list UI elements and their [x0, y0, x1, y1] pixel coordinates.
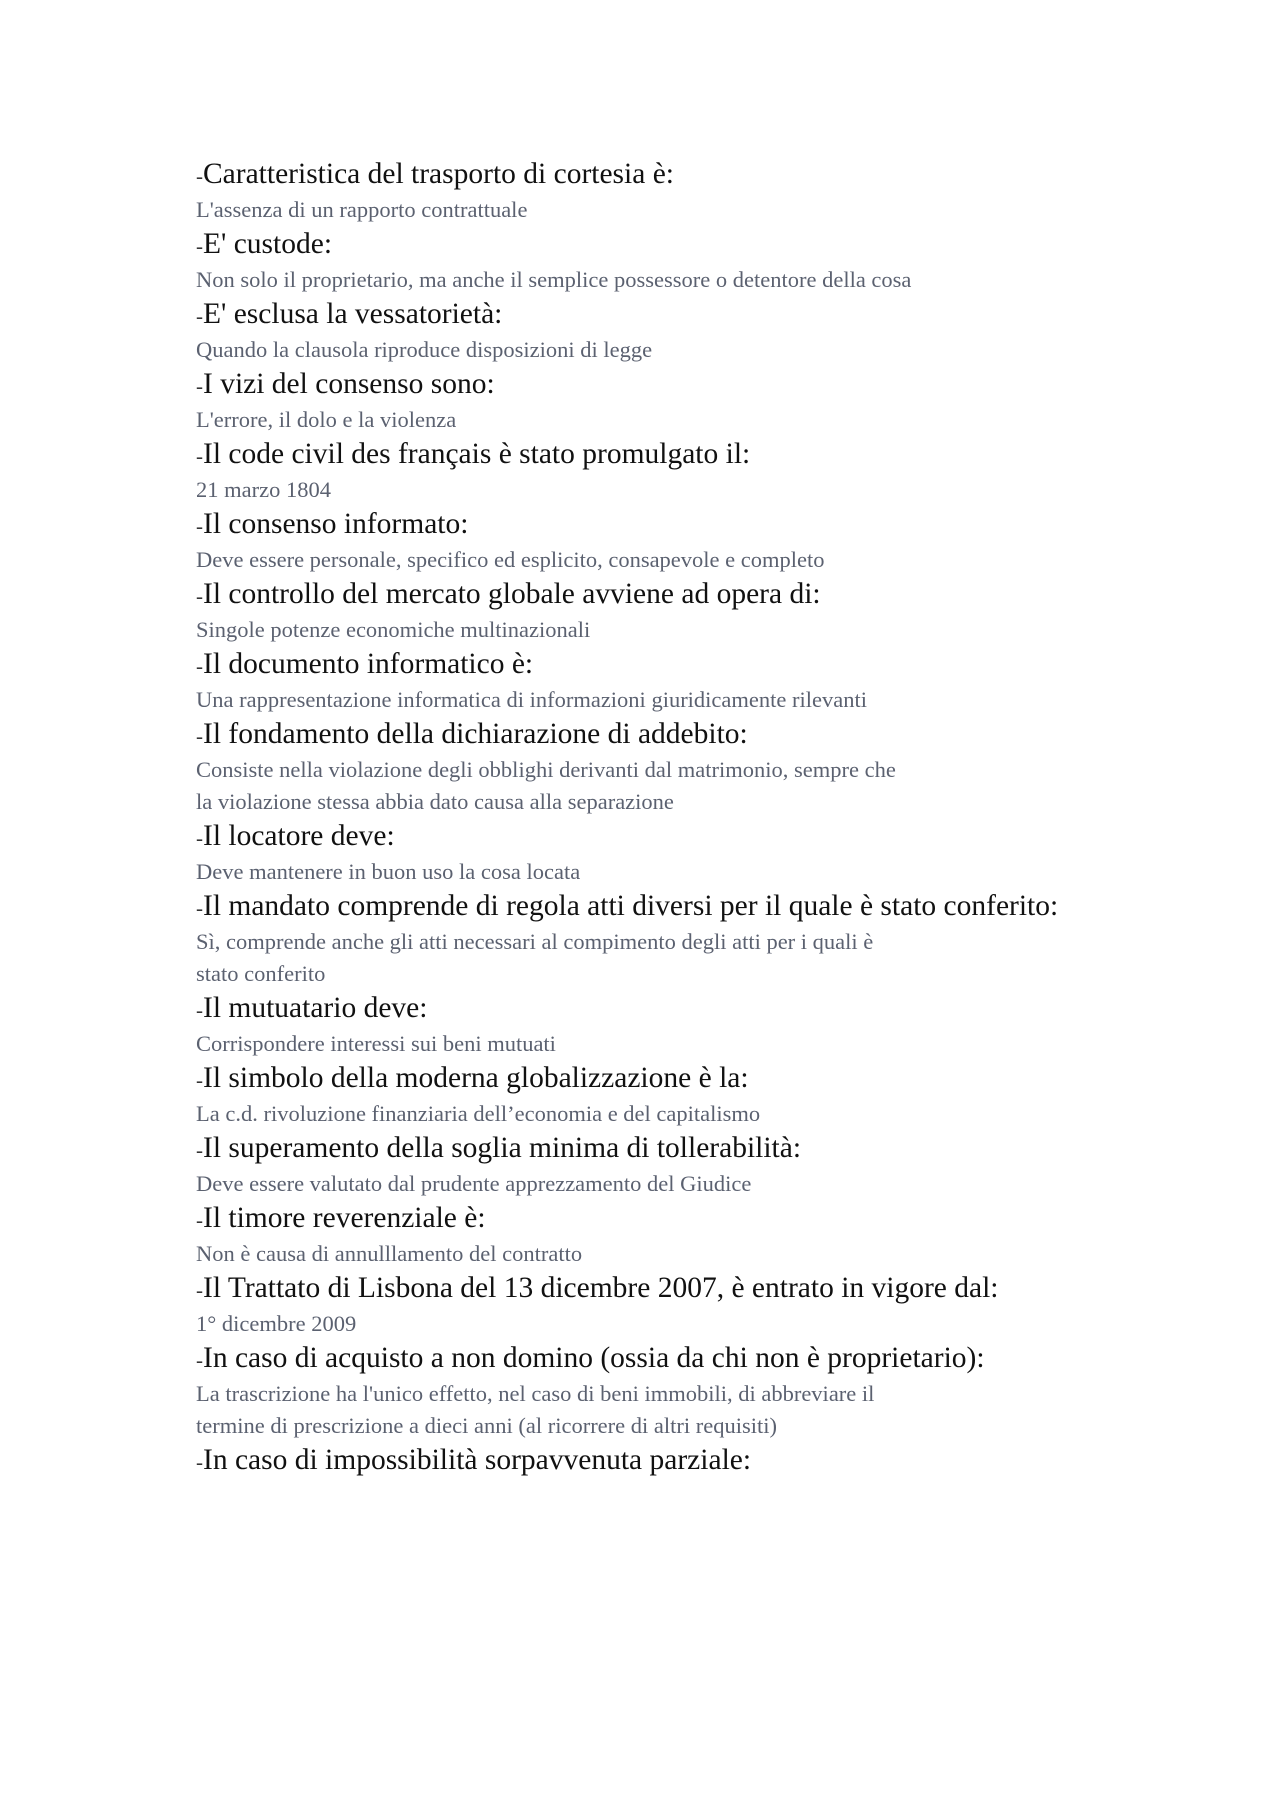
question-text — [196, 646, 1096, 684]
answer-line: termine di prescrizione a dieci anni (al ricorrere di altri requisiti) — [196, 1413, 777, 1438]
question-dash: - — [196, 896, 203, 920]
question-text — [196, 1060, 1096, 1098]
question-dash: - — [196, 1138, 203, 1162]
answer-line: Deve essere personale, specifico ed esplicito, consapevole e completo — [196, 547, 825, 572]
answer-line: L'assenza di un rapporto contrattuale — [196, 197, 528, 222]
question-dash: - — [196, 826, 203, 850]
question-label: Il simbolo della moderna globalizzazione è la: — [203, 1062, 749, 1094]
question-text — [196, 1442, 1096, 1480]
question-text — [196, 436, 1096, 474]
document-page — [196, 156, 1096, 1480]
question-label: Caratteristica del trasporto di cortesia è: — [203, 158, 674, 190]
question-dash: - — [196, 234, 203, 258]
question-text — [196, 226, 1096, 264]
answer-line: Non solo il proprietario, ma anche il semplice possessore o detentore della cosa — [196, 267, 912, 292]
question-label: Il mandato comprende di regola atti diversi per il quale è stato conferito: — [203, 890, 1059, 922]
qa-item — [196, 716, 1096, 818]
answer-line: Sì, comprende anche gli atti necessari al compimento degli atti per i quali è — [196, 929, 874, 954]
question-dash: - — [196, 1278, 203, 1302]
answer-line: La trascrizione ha l'unico effetto, nel caso di beni immobili, di abbreviare il — [196, 1381, 875, 1406]
question-label: Il documento informatico è: — [203, 648, 534, 680]
question-label: I vizi del consenso sono: — [203, 368, 495, 400]
qa-item — [196, 436, 1096, 506]
question-dash: - — [196, 1068, 203, 1092]
question-text — [196, 156, 1096, 194]
answer-line: Quando la clausola riproduce disposizioni di legge — [196, 337, 653, 362]
qa-item — [196, 1340, 1096, 1442]
question-text — [196, 990, 1096, 1028]
question-dash: - — [196, 584, 203, 608]
question-label: In caso di impossibilità sorpavvenuta parziale: — [203, 1444, 752, 1476]
question-dash: - — [196, 514, 203, 538]
question-label: Il controllo del mercato globale avviene ad opera di: — [203, 578, 821, 610]
qa-item — [196, 646, 1096, 716]
answer-line: Consiste nella violazione degli obblighi derivanti dal matrimonio, sempre che — [196, 757, 896, 782]
answer-line: Corrispondere interessi sui beni mutuati — [196, 1031, 556, 1056]
qa-item — [196, 1442, 1096, 1480]
qa-item — [196, 990, 1096, 1060]
answer-line: 1° dicembre 2009 — [196, 1311, 357, 1336]
qa-item — [196, 366, 1096, 436]
question-text — [196, 506, 1096, 544]
answer-line: Singole potenze economiche multinazionali — [196, 617, 591, 642]
qa-item — [196, 296, 1096, 366]
qa-item — [196, 888, 1096, 990]
question-label: Il timore reverenziale è: — [203, 1202, 486, 1234]
question-text — [196, 1340, 1096, 1378]
question-label: E' custode: — [203, 228, 333, 260]
answer-line: stato conferito — [196, 961, 326, 986]
question-text — [196, 818, 1096, 856]
question-text — [196, 366, 1096, 404]
question-dash: - — [196, 164, 203, 188]
question-dash: - — [196, 374, 203, 398]
question-dash: - — [196, 304, 203, 328]
answer-line: Deve mantenere in buon uso la cosa locata — [196, 859, 581, 884]
qa-item — [196, 156, 1096, 226]
answer-line: La c.d. rivoluzione finanziaria dell’economia e del capitalismo — [196, 1101, 761, 1126]
qa-item — [196, 1060, 1096, 1130]
question-label: Il code civil des français è stato promulgato il: — [203, 438, 751, 470]
qa-item — [196, 818, 1096, 888]
answer-line: Deve essere valutato dal prudente apprezzamento del Giudice — [196, 1171, 752, 1196]
question-label: Il consenso informato: — [203, 508, 469, 540]
question-text — [196, 1130, 1096, 1168]
answer-line: Una rappresentazione informatica di informazioni giuridicamente rilevanti — [196, 687, 867, 712]
question-label: Il locatore deve: — [203, 820, 395, 852]
question-text — [196, 1200, 1096, 1238]
question-label: E' esclusa la vessatorietà: — [203, 298, 503, 330]
qa-item — [196, 1270, 1096, 1340]
question-text — [196, 576, 1096, 614]
qa-item — [196, 1130, 1096, 1200]
question-label: Il Trattato di Lisbona del 13 dicembre 2007, è entrato in vigore dal: — [203, 1272, 999, 1304]
answer-line: 21 marzo 1804 — [196, 477, 331, 502]
question-dash: - — [196, 1450, 203, 1474]
question-text — [196, 296, 1096, 334]
answer-line: la violazione stessa abbia dato causa alla separazione — [196, 789, 674, 814]
qa-item — [196, 226, 1096, 296]
qa-item — [196, 506, 1096, 576]
question-text — [196, 1270, 1096, 1308]
qa-item — [196, 576, 1096, 646]
question-dash: - — [196, 444, 203, 468]
question-label: Il superamento della soglia minima di tollerabilità: — [203, 1132, 802, 1164]
answer-line: L'errore, il dolo e la violenza — [196, 407, 457, 432]
question-label: In caso di acquisto a non domino (ossia da chi non è proprietario): — [203, 1342, 985, 1374]
question-text — [196, 888, 1096, 926]
question-dash: - — [196, 724, 203, 748]
question-dash: - — [196, 998, 203, 1022]
question-text — [196, 716, 1096, 754]
question-dash: - — [196, 1348, 203, 1372]
qa-item — [196, 1200, 1096, 1270]
question-label: Il fondamento della dichiarazione di addebito: — [203, 718, 748, 750]
question-label: Il mutuatario deve: — [203, 992, 428, 1024]
question-dash: - — [196, 654, 203, 678]
answer-line: Non è causa di annulllamento del contratto — [196, 1241, 583, 1266]
question-dash: - — [196, 1208, 203, 1232]
